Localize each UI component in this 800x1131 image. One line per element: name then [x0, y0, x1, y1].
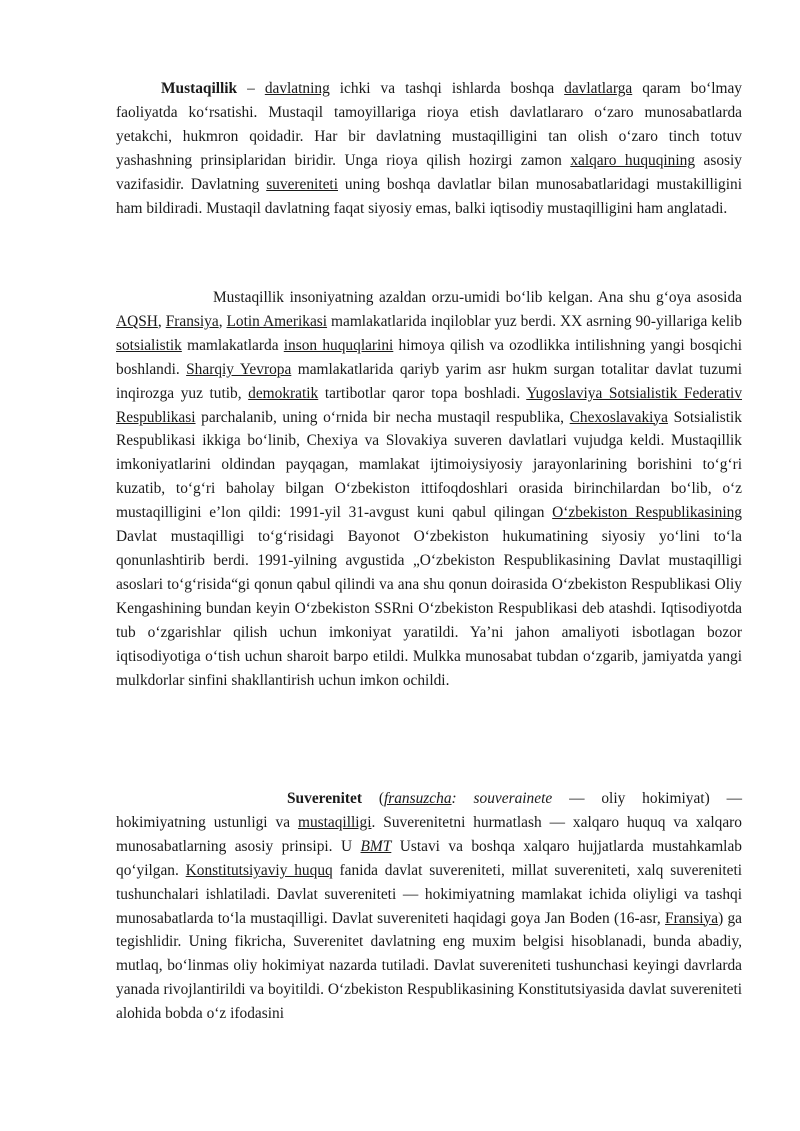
text: ichki va tashqi ishlarda boshqa — [329, 80, 565, 97]
text: Mustaqillik insoniyatning azaldan orzu-umidi bo‘lib kelgan. Ana shu g‘oya asosida — [213, 289, 742, 306]
link-sharqiy-yevropa[interactable]: Sharqiy Yevropa — [186, 360, 292, 378]
text: ( — [361, 790, 384, 807]
paragraph-mustaqillik-history — [116, 286, 742, 692]
link-bmt[interactable]: BMT — [360, 837, 392, 855]
link-konstitutsiyaviy-huquq[interactable]: Konstitutsiyaviy huquq — [185, 861, 333, 879]
text: , — [218, 312, 227, 330]
text: mamlakatlarda — [181, 336, 284, 354]
link-mustaqilligi[interactable]: mustaqilligi — [297, 813, 372, 831]
link-davlatning[interactable]: davlatning — [264, 80, 330, 97]
link-chexoslavakiya[interactable]: Chexoslavakiya — [569, 408, 668, 426]
link-xalqaro-huquqining[interactable]: xalqaro huquqining — [570, 151, 696, 169]
paragraph-suverenitet-definition — [116, 787, 742, 1026]
text: parchalanib, uning o‘rnida bir necha mustaqil respublika, — [195, 408, 570, 426]
term-mustaqillik: Mustaqillik — [161, 80, 238, 97]
link-uzbekiston-respublikasining[interactable]: O‘zbekiston Respublikasining — [552, 504, 742, 522]
link-fransuzcha[interactable]: fransuzcha — [383, 790, 452, 807]
text: — oliy hokimiyat) — hokimiyatning ustunligi va — [116, 790, 742, 831]
text: uning boshqa davlatlar bilan munosabatlaridagi mustakilligini ham bildiradi. Mustaqil davlatning faqat siyosiy emas, balki iqtisodiy mustaqilligini ham anglatadi. — [116, 175, 742, 217]
link-demokratik[interactable]: demokratik — [248, 384, 319, 402]
link-fransiya[interactable]: Fransiya — [165, 312, 219, 330]
text: Ustavi va boshqa xalqaro hujjatlarda mustahkamlab qo‘yilgan. — [116, 837, 742, 879]
text: Sotsialistik Respublikasi ikkiga bo‘linib, Chexiya va Slovakiya suveren davlatlari vujudga keldi. Mustaqillik imkoniyatlarini oldindan payqagan, mamlakat ijtimoiysiyosiy jarayonlarining borishini to‘g‘ri kuzatib, to‘g‘ri baholay bilgan O‘zbekiston ittifoqdoshlari orasida birinchilardan bo‘lib, o‘z mustaqilligini e’lon qildi: 1991-yil 31-avgust kuni qabul qilingan — [116, 408, 742, 522]
link-aqsh[interactable]: AQSH — [116, 312, 158, 330]
text: qaram bo‘lmay faoliyatda ko‘rsatishi. Mustaqil tamoyillariga rioya etish davlatlararo o‘zaro munosabatlarda yetakchi, hukmron qoidadir. Har bir davlatning mustaqilligini tan olish o‘zaro tinch totuv yashashning prinsiplaridan biridir. Unga rioya qilish hozirgi zamon — [116, 80, 742, 169]
text: fanida davlat suvereniteti, millat suvereniteti, xalq suvereniteti tushunchalari ishlatiladi. Davlat suvereniteti — hokimiyatning mamlakat ichida oliyligi va tashqi munosabatlarda to‘la mustaqilligi. Davlat suvereniteti haqidagi goya Jan Boden (16-asr, — [116, 861, 742, 927]
text: tartibotlar qaror topa boshladi. — [318, 384, 527, 402]
text: himoya qilish va ozodlikka intilishning yangi bosqichi boshlandi. — [116, 336, 742, 378]
link-davlatlarga[interactable]: davlatlarga — [564, 80, 633, 97]
paragraph-mustaqillik-definition — [116, 77, 742, 220]
text: : souverainete — [451, 790, 553, 807]
link-suvereniteti[interactable]: suvereniteti — [266, 175, 338, 193]
text: mamlakatlarida inqiloblar yuz berdi. XX asrning 90-yillariga kelib — [327, 312, 742, 330]
link-fransiya-2[interactable]: Fransiya — [665, 909, 719, 927]
text: ) ga tegishlidir. Uning fikricha, Suverenitet davlatning eng muxim belgisi hisoblanadi, bunda abadiy, mutlaq, bo‘linmas oliy hokimiyat nazarda tutiladi. Davlat suvereniteti tushunchasi keyingi davrlarda yanada rivojlantirildi va boyitildi. O‘zbekiston Respublikasining Konstitutsiyasida davlat suvereniteti alohida bobda o‘z ifodasini — [116, 909, 742, 1023]
link-inson-huquqlarini[interactable]: inson huquqlarini — [283, 336, 394, 354]
link-sotsialistik[interactable]: sotsialistik — [116, 336, 182, 354]
text: Davlat mustaqilligi to‘g‘risidagi Bayonot O‘zbekiston hukumatining siyosiy yo‘lini to‘la qonunlashtirib berdi. 1991-yilning avgustida „O‘zbekiston Respublikasining Davlat mustaqilligi asoslari to‘g‘risida“gi qonun qabul qilindi va ana shu qonun doirasida O‘zbekiston Respublikasi Oliy Kengashining bundan keyin O‘zbekiston SSRni O‘zbekiston Respublikasi deb atashdi. Iqtisodiyotda tub o‘zgarishlar qilish uchun imkoniyat yaratildi. Ya’ni jahon amaliyoti isbotlagan bozor iqtisodiyotiga o‘tish uchun sharoit barpo etildi. Mulkka munosabat tubdan o‘zgarib, jamiyatda yangi mulkdorlar sinfini shakllantirish uchun imkon ochildi. — [116, 528, 742, 689]
text: . Suverenitetni hurmatlash — xalqaro huquq va xalqaro munosabatlarning asosiy prinsipi. U — [116, 813, 742, 855]
link-yugoslaviya[interactable]: Yugoslaviya Sotsialistik Federativ Respublikasi — [116, 384, 743, 426]
text: mamlakatlarida qariyb yarim asr hukm surgan totalitar davlat tuzumi inqirozga yuz tutib, — [116, 360, 742, 402]
term-suverenitet: Suverenitet — [287, 790, 362, 807]
text: , — [157, 312, 166, 330]
link-lotin-amerikasi[interactable]: Lotin Amerikasi — [226, 312, 328, 330]
text: – — [237, 80, 265, 97]
text: asosiy vazifasidir. Davlatning — [116, 151, 742, 193]
